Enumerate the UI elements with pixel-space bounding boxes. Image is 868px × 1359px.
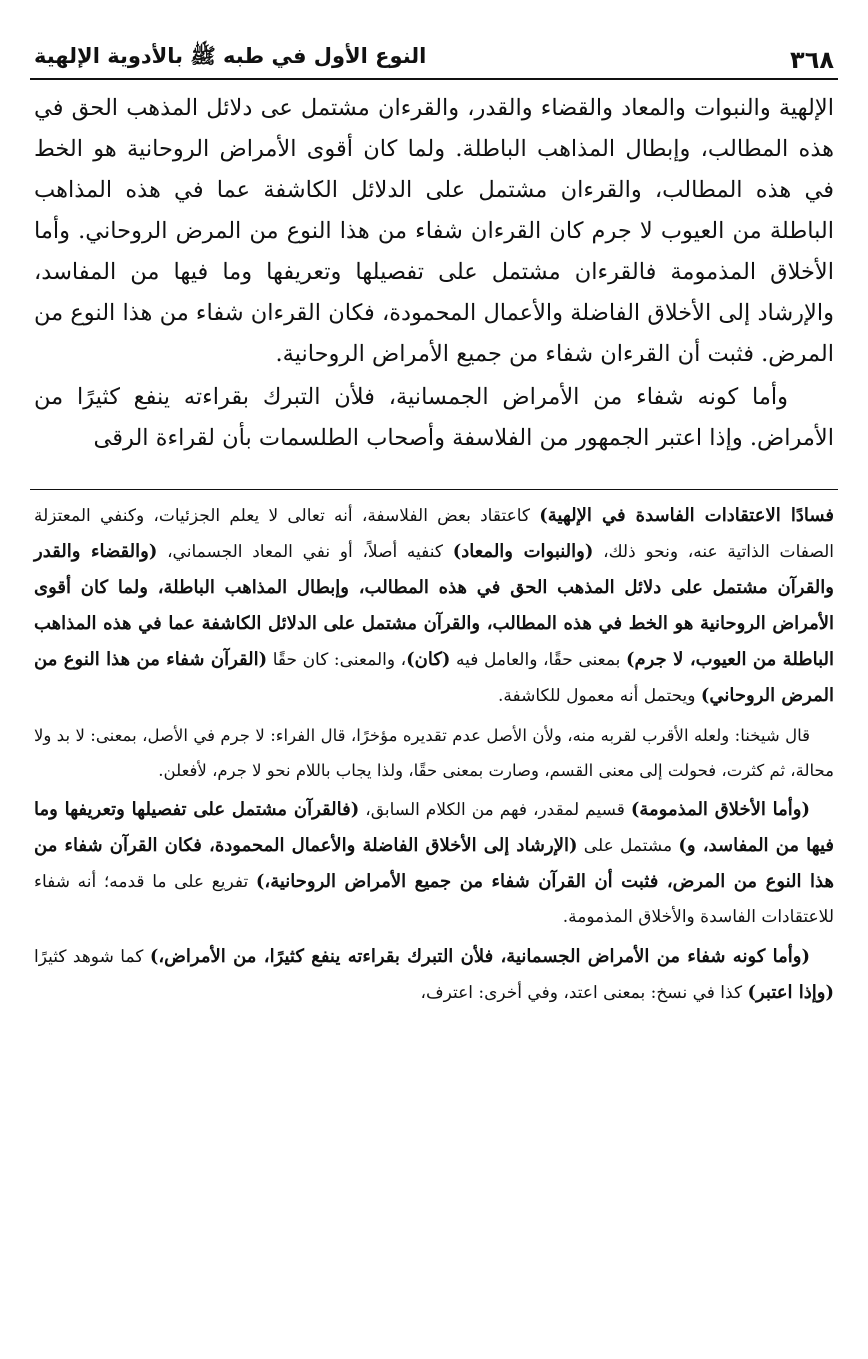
- commentary-paragraph: [34, 939, 834, 1011]
- commentary-text: كذا في نسخ: بمعنى اعتد، وفي أخرى: اعترف،: [420, 983, 748, 1003]
- commentary-text: ويحتمل أنه معمول للكاشفة.: [497, 686, 701, 706]
- commentary-paragraph: قال شيخنا: ولعله الأقرب لقربه منه، ولأن الأصل عدم تقديره مؤخرًا، قال الفراء: لا جرم في الأصل، بمعنى: لا بد ولا محالة، ثم كثرت، فحولت إلى معنى القسم، وصارت بمعنى حقًا، ولذا يجاب باللام نحو لا جرم، لأفعلن.: [34, 726, 834, 780]
- quoted-text: (والقضاء والقدر والقرآن مشتمل على دلائل المذهب الحق في هذه المطالب، وإبطال المذاهب الباطلة، ولما كان أقوى الأمراض الروحانية هو الخط في هذه المطالب، والقرآن مشتمل على الدلائل الكاشفة عما في هذه المذاهب الباطلة من العيوب، لا جرم): [34, 541, 835, 670]
- quoted-text: (وأما كونه شفاء من الأمراض الجسمانية، فلأن التبرك بقراءته ينفع كثيرًا، من الأمراض،): [149, 946, 810, 967]
- quoted-text: (كان): [406, 649, 451, 670]
- commentary-text: بمعنى حقًا، والعامل فيه: [450, 650, 626, 670]
- commentary-paragraph: [34, 498, 834, 714]
- quoted-text: (الإرشاد إلى الأخلاق الفاضلة والأعمال المحمودة، فكان القرآن شفاء من هذا النوع من المرض، فثبت أن القرآن شفاء من جميع الأمراض الروحانية،): [34, 835, 834, 892]
- main-text: [30, 88, 838, 459]
- quoted-text: (فالقرآن مشتمل على تفصيلها وتعريفها وما فيها من المفاسد، و): [34, 799, 835, 856]
- commentary-paragraph: [34, 792, 834, 935]
- commentary-text: كما شوهد كثيرًا: [34, 947, 150, 967]
- quoted-text: فسادًا الاعتقادات الفاسدة في الإلهية): [539, 505, 834, 526]
- commentary-text: ، والمعنى: كان حقًا: [267, 650, 407, 670]
- quoted-text: (القرآن شفاء من هذا النوع من المرض الروحاني): [34, 649, 834, 706]
- quoted-text: (والنبوات والمعاد): [452, 541, 594, 562]
- commentary-text: تفريع على ما قدمه؛ أنه شفاء للاعتقادات الفاسدة والأخلاق المذمومة.: [34, 872, 834, 927]
- page-header: [30, 40, 838, 78]
- main-paragraph: الإلهية والنبوات والمعاد والقضاء والقدر، والقرءان مشتمل عى دلائل المذهب الحق في هذه المطالب، وإبطال المذاهب الباطلة. ولما كان أقوى الأمراض الروحانية هو الخط في هذه المطالب، والقرءان مشتمل على الدلائل الكاشفة عما في هذه المذاهب الباطلة من العيوب لا جرم كان القرءان شفاء من هذا النوع من المرض الروحاني. وأما الأخلاق المذمومة فالقرءان مشتمل على تفصيلها وتعريفها وما فيها من المفاسد، والإرشاد إلى الأخلاق الفاضلة والأعمال المحمودة، فكان القرءان شفاء من هذا النوع من المرض. فثبت أن القرءان شفاء من جميع الأمراض الروحانية.: [34, 95, 834, 367]
- commentary-text: كنفيه أصلاً، أو نفي المعاد الجسماني،: [157, 542, 453, 562]
- main-paragraph: وأما كونه شفاء من الأمراض الجمسانية، فلأن التبرك بقراءته ينفع كثيرًا من الأمراض. وإذا اعتبر الجمهور من الفلاسفة وأصحاب الطلسمات بأن لقراءة الرقى: [34, 384, 834, 451]
- running-title: النوع الأول في طبه ﷺ بالأدوية الإلهية: [34, 44, 427, 68]
- commentary-text: مشتمل على: [577, 836, 679, 856]
- commentary-text: كاعتقاد بعض الفلاسفة، أنه تعالى لا يعلم الجزئيات، وكنفي المعتزلة الصفات الذاتية عنه، ونحو ذلك،: [34, 506, 834, 562]
- commentary: [30, 498, 838, 1011]
- commentary-text: قسيم لمقدر، فهم من الكلام السابق،: [359, 800, 631, 820]
- quoted-text: (وأما الأخلاق المذمومة): [630, 799, 811, 820]
- footnote-separator: [30, 489, 838, 490]
- quoted-text: (وإذا اعتبر): [747, 982, 834, 1003]
- book-page: [30, 40, 838, 1015]
- page-number: ٣٦٨: [790, 46, 834, 74]
- header-rule: [30, 78, 838, 80]
